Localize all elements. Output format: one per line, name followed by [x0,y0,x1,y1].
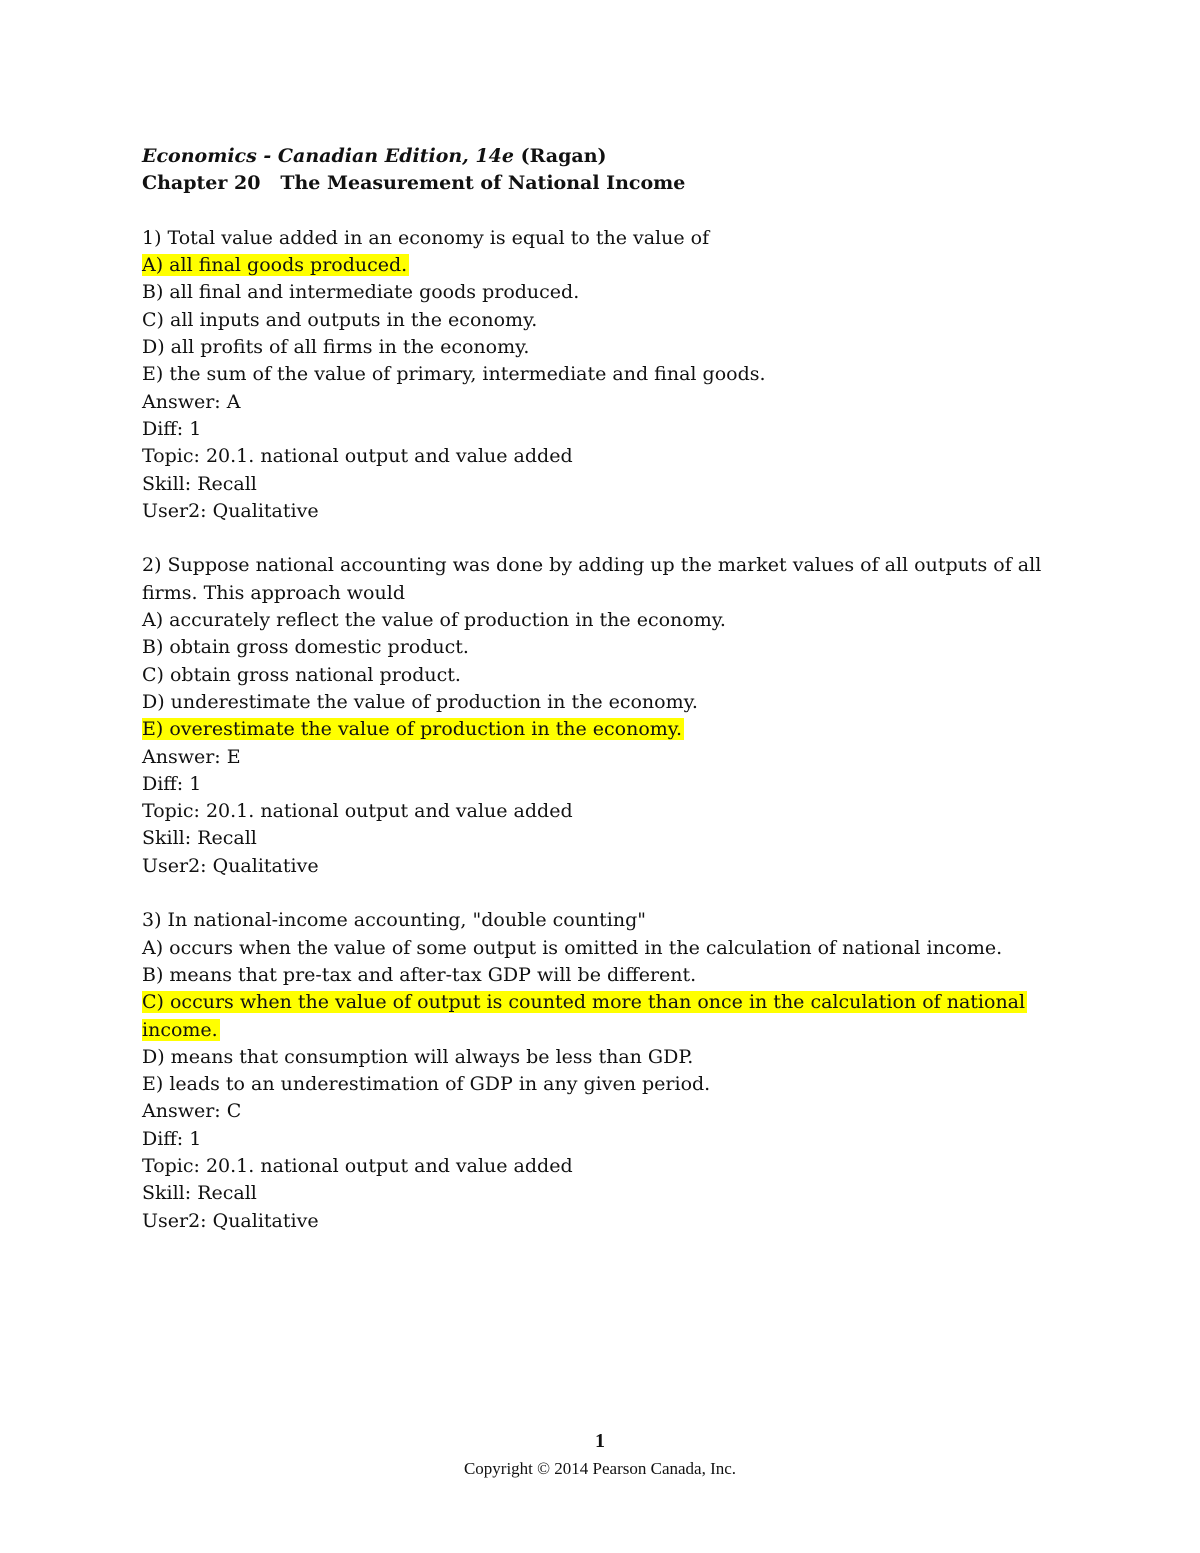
difficulty: Diff: 1 [142,772,202,795]
question-stem: 1) Total value added in an economy is equal to the value of [142,226,710,249]
topic: Topic: 20.1. national output and value added [142,1154,573,1177]
option-e-highlighted: E) overestimate the value of production in the economy. [142,718,683,741]
option-e: E) leads to an underestimation of GDP in any given period. [142,1073,711,1096]
question-3 [142,907,1042,1235]
answer: Answer: A [142,390,241,413]
answer: Answer: C [142,1100,242,1123]
difficulty: Diff: 1 [142,417,202,440]
chapter-label: Chapter 20 [142,172,261,195]
question-stem: 3) In national-income accounting, "double counting" [142,909,647,932]
option-a: A) occurs when the value of some output is omitted in the calculation of national income. [142,936,1003,959]
chapter-title: The Measurement of National Income [280,172,686,195]
user2: User2: Qualitative [142,499,319,522]
user2: User2: Qualitative [142,1209,319,1232]
option-b: B) means that pre-tax and after-tax GDP will be different. [142,963,697,986]
skill: Skill: Recall [142,1182,257,1205]
option-c: C) all inputs and outputs in the economy. [142,308,538,331]
option-d: D) all profits of all firms in the economy. [142,336,530,359]
option-d: D) underestimate the value of production in the economy. [142,690,698,713]
option-c-highlighted: C) occurs when the value of output is counted more than once in the calculation of national [142,991,1026,1014]
answer: Answer: E [142,745,241,768]
option-b: B) all final and intermediate goods produced. [142,281,580,304]
question-stem: 2) Suppose national accounting was done by adding up the market values of all outputs of all [142,554,1042,577]
option-d: D) means that consumption will always be less than GDP. [142,1045,694,1068]
page-number: 1 [595,1430,605,1452]
topic: Topic: 20.1. national output and value added [142,800,573,823]
topic: Topic: 20.1. national output and value added [142,445,573,468]
user2: User2: Qualitative [142,854,319,877]
question-1 [142,225,1042,525]
option-c: C) obtain gross national product. [142,663,461,686]
question-stem-continued: firms. This approach would [142,581,405,604]
book-title-line [142,143,1042,170]
difficulty: Diff: 1 [142,1127,202,1150]
option-c-highlighted-continued: income. [142,1018,218,1041]
option-a: A) accurately reflect the value of production in the economy. [142,609,726,632]
skill: Skill: Recall [142,472,257,495]
skill: Skill: Recall [142,827,257,850]
option-a-highlighted: A) all final goods produced. [142,254,408,277]
option-e: E) the sum of the value of primary, intermediate and final goods. [142,363,766,386]
document-body [142,143,1042,1235]
chapter-heading [142,170,1042,197]
book-title: Economics - Canadian Edition, 14e [142,145,514,167]
question-2 [142,552,1042,880]
copyright-notice: Copyright © 2014 Pearson Canada, Inc. [463,1459,737,1478]
author: (Ragan) [520,145,607,167]
option-b: B) obtain gross domestic product. [142,636,469,659]
